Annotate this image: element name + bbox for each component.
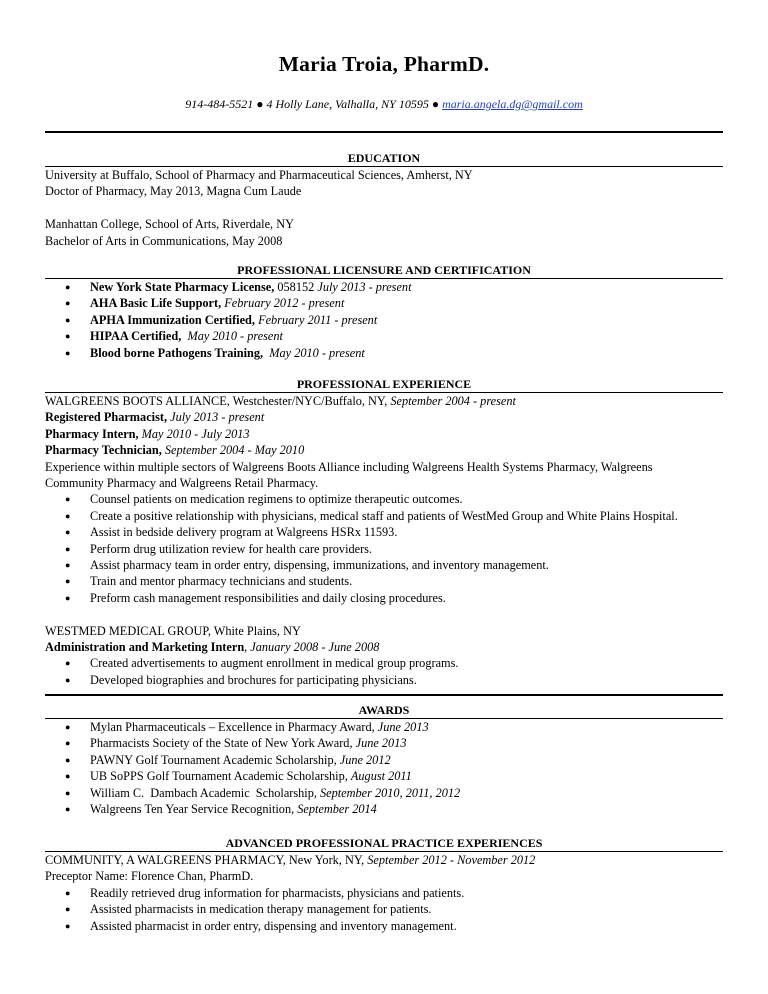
- education-heading: EDUCATION: [347, 151, 421, 165]
- award-item: ● William C. Dambach Academic Scholarship, September 2010, 2011, 2012: [65, 785, 461, 800]
- appe-bullets: [45, 885, 723, 934]
- appe-heading: ADVANCED PROFESSIONAL PRACTICE EXPERIENCES: [225, 836, 543, 850]
- experience-heading: PROFESSIONAL EXPERIENCE: [296, 377, 472, 391]
- list-item: ● Created advertisements to augment enrollment in medical group programs.: [65, 656, 459, 671]
- award-item: ● PAWNY Golf Tournament Academic Scholarship, June 2012: [65, 752, 391, 767]
- education-school-1: University at Buffalo, School of Pharmacy and Pharmaceutical Sciences, Amherst, NY: [45, 168, 473, 182]
- education-section: [45, 131, 723, 249]
- list-item: ● Preform cash management responsibilities and daily closing procedures.: [65, 590, 446, 605]
- licensure-item: ● New York State Pharmacy License, 058152 July 2013 - present: [65, 280, 412, 294]
- experience-bullets: [45, 491, 723, 606]
- role-line: Registered Pharmacist, July 2013 - present: [45, 410, 265, 425]
- licensure-section: [45, 262, 723, 361]
- licensure-item: ● HIPAA Certified, May 2010 - present: [65, 329, 283, 344]
- award-item: ● Walgreens Ten Year Service Recognition, September 2014: [65, 802, 377, 817]
- licensure-list: [45, 279, 723, 361]
- experience-section: [45, 376, 723, 688]
- employer-westmed: WESTMED MEDICAL GROUP, White Plains, NY: [45, 623, 301, 638]
- appe-site: COMMUNITY, A WALGREENS PHARMACY, New York, NY, September 2012 - November 2012: [45, 853, 536, 867]
- list-item: ● Assisted pharmacist in order entry, dispensing and inventory management.: [65, 918, 457, 933]
- contact-line: [45, 97, 723, 112]
- list-item: ● Counsel patients on medication regimens to optimize therapeutic outcomes.: [65, 492, 463, 507]
- employer-walgreens: WALGREENS BOOTS ALLIANCE, Westchester/NYC/Buffalo, NY, September 2004 - present: [45, 394, 516, 408]
- awards-list: [45, 719, 723, 817]
- list-item: ● Perform drug utilization review for health care providers.: [65, 541, 373, 556]
- awards-section: [45, 694, 723, 817]
- education-degree-2: Bachelor of Arts in Communications, May 2008: [45, 233, 283, 248]
- award-item: ● UB SoPPS Golf Tournament Academic Scholarship, August 2011: [65, 769, 412, 784]
- awards-heading: AWARDS: [358, 703, 410, 717]
- education-degree-1: Doctor of Pharmacy, May 2013, Magna Cum Laude: [45, 184, 302, 199]
- education-school-2: Manhattan College, School of Arts, Riverdale, NY: [45, 217, 294, 232]
- list-item: ● Assist pharmacy team in order entry, dispensing, immunizations, and inventory management.: [65, 558, 549, 573]
- licensure-item: ● Blood borne Pathogens Training, May 2010 - present: [65, 345, 365, 360]
- licensure-heading: PROFESSIONAL LICENSURE AND CERTIFICATION: [237, 263, 531, 277]
- appe-preceptor: Preceptor Name: Florence Chan, PharmD.: [45, 869, 254, 884]
- list-item: ● Train and mentor pharmacy technicians and students.: [65, 574, 353, 589]
- role-line: Pharmacy Intern, May 2010 - July 2013: [45, 426, 250, 441]
- appe-section: [45, 835, 723, 934]
- candidate-name: Maria Troia, PharmD.: [278, 52, 490, 76]
- award-item: ● Mylan Pharmaceuticals – Excellence in Pharmacy Award, June 2013: [65, 720, 429, 734]
- award-item: ● Pharmacists Society of the State of New York Award, June 2013: [65, 736, 407, 751]
- experience-summary: Experience within multiple sectors of Walgreens Boots Alliance including Walgreens Health Systems Pharmacy, Walgreens: [45, 459, 653, 474]
- contact-details: 914-484-5521 ● 4 Holly Lane, Valhalla, NY 10595 ●: [185, 97, 443, 111]
- list-item: ● Assisted pharmacists in medication therapy management for patients.: [65, 902, 432, 917]
- list-item: ● Assist in bedside delivery program at Walgreens HSRx 11593.: [65, 525, 398, 540]
- list-item: ● Create a positive relationship with physicians, medical staff and patients of WestMed Group and White Plains Hospital.: [65, 508, 678, 523]
- list-item: ● Developed biographies and brochures for participating physicians.: [65, 672, 417, 687]
- role-line: Pharmacy Technician, September 2004 - May 2010: [45, 443, 305, 458]
- licensure-item: ● AHA Basic Life Support, February 2012 - present: [65, 296, 345, 311]
- licensure-item: ● APHA Immunization Certified, February 2011 - present: [65, 312, 378, 327]
- experience-bullets-2: [45, 655, 723, 688]
- email-link[interactable]: maria.angela.dg@gmail.com: [442, 97, 583, 111]
- role-line: Administration and Marketing Intern, January 2008 - June 2008: [45, 640, 380, 655]
- experience-summary-cont: Community Pharmacy and Walgreens Retail Pharmacy.: [45, 476, 319, 491]
- list-item: ● Readily retrieved drug information for pharmacists, physicians and patients.: [65, 885, 465, 900]
